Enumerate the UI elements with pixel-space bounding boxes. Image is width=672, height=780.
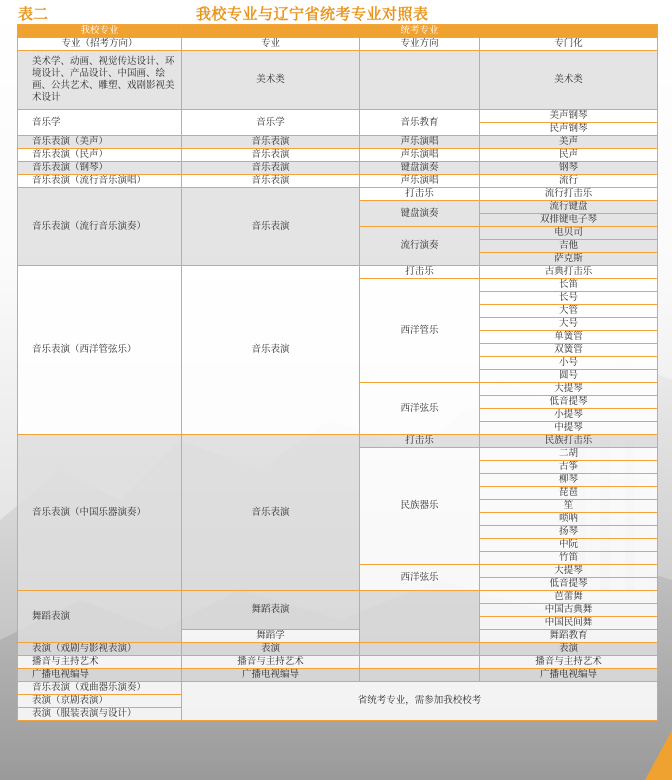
school-exam-note: 省统考专业，需参加我校校考 bbox=[182, 682, 658, 721]
row-exam-major: 表演 bbox=[182, 643, 360, 656]
row-school-major: 音乐表演（钢琴） bbox=[18, 162, 182, 175]
row-specialization: 吉他 bbox=[480, 240, 658, 253]
row-specialization: 美术类 bbox=[480, 51, 658, 110]
row-exam-major: 音乐学 bbox=[182, 110, 360, 136]
row-specialization: 民声 bbox=[480, 149, 658, 162]
row-specialization: 长笛 bbox=[480, 279, 658, 292]
row-specialization: 民族打击乐 bbox=[480, 435, 658, 448]
row-direction bbox=[360, 643, 480, 656]
row-specialization: 低音提琴 bbox=[480, 578, 658, 591]
row-school-major: 美术学、动画、视觉传达设计、环境设计、产品设计、中国画、绘画、公共艺术、雕塑、戏剧影视美术设计 bbox=[18, 51, 182, 110]
row-specialization: 播音与主持艺术 bbox=[480, 656, 658, 669]
table-row bbox=[18, 175, 658, 188]
row-specialization: 竹笛 bbox=[480, 552, 658, 565]
row-exam-major: 音乐表演 bbox=[182, 188, 360, 266]
row-school-major: 播音与主持艺术 bbox=[18, 656, 182, 669]
table-row bbox=[18, 643, 658, 656]
subheader-specialization: 专门化 bbox=[480, 38, 658, 51]
row-specialization: 萨克斯 bbox=[480, 253, 658, 266]
table-row bbox=[18, 110, 658, 123]
row-specialization: 小提琴 bbox=[480, 409, 658, 422]
row-specialization: 古筝 bbox=[480, 461, 658, 474]
row-exam-major: 播音与主持艺术 bbox=[182, 656, 360, 669]
row-specialization: 流行 bbox=[480, 175, 658, 188]
row-specialization: 长号 bbox=[480, 292, 658, 305]
row-direction bbox=[360, 669, 480, 682]
row-direction: 声乐演唱 bbox=[360, 149, 480, 162]
row-specialization: 广播电视编导 bbox=[480, 669, 658, 682]
row-specialization: 古典打击乐 bbox=[480, 266, 658, 279]
row-exam-major: 广播电视编导 bbox=[182, 669, 360, 682]
page-header bbox=[0, 0, 672, 24]
row-specialization: 圆号 bbox=[480, 370, 658, 383]
row-exam-major: 音乐表演 bbox=[182, 136, 360, 149]
table-header-row bbox=[18, 25, 658, 38]
row-school-major: 音乐表演（戏曲器乐演奏） bbox=[18, 682, 182, 695]
row-specialization: 扬琴 bbox=[480, 526, 658, 539]
row-school-major: 音乐表演（中国乐器演奏） bbox=[18, 435, 182, 591]
row-specialization: 双簧管 bbox=[480, 344, 658, 357]
table-row bbox=[18, 149, 658, 162]
page-title: 我校专业与辽宁省统考专业对照表 bbox=[196, 5, 429, 23]
row-exam-major: 音乐表演 bbox=[182, 162, 360, 175]
row-direction: 打击乐 bbox=[360, 435, 480, 448]
row-specialization: 单簧管 bbox=[480, 331, 658, 344]
table-row bbox=[18, 162, 658, 175]
row-school-major: 音乐表演（民声） bbox=[18, 149, 182, 162]
row-direction: 西洋弦乐 bbox=[360, 565, 480, 591]
row-direction: 民族器乐 bbox=[360, 448, 480, 565]
row-specialization: 小号 bbox=[480, 357, 658, 370]
row-school-major: 表演（戏剧与影视表演） bbox=[18, 643, 182, 656]
row-exam-major: 舞蹈表演 bbox=[182, 591, 360, 630]
row-specialization: 中国古典舞 bbox=[480, 604, 658, 617]
subheader-direction: 专业方向 bbox=[360, 38, 480, 51]
row-specialization: 民声钢琴 bbox=[480, 123, 658, 136]
row-specialization: 钢琴 bbox=[480, 162, 658, 175]
row-specialization: 二胡 bbox=[480, 448, 658, 461]
table-row bbox=[18, 188, 658, 201]
row-specialization: 大提琴 bbox=[480, 565, 658, 578]
row-exam-major: 音乐表演 bbox=[182, 266, 360, 435]
table-row bbox=[18, 591, 658, 604]
row-specialization: 美声钢琴 bbox=[480, 110, 658, 123]
row-specialization: 芭蕾舞 bbox=[480, 591, 658, 604]
subheader-school-direction: 专业（招考方向） bbox=[18, 38, 182, 51]
row-school-major: 音乐学 bbox=[18, 110, 182, 136]
row-direction: 流行演奏 bbox=[360, 227, 480, 266]
row-direction bbox=[360, 656, 480, 669]
row-exam-major: 美术类 bbox=[182, 51, 360, 110]
row-specialization: 中国民间舞 bbox=[480, 617, 658, 630]
major-comparison-table bbox=[17, 24, 658, 721]
row-exam-major: 音乐表演 bbox=[182, 149, 360, 162]
header-school-major: 我校专业 bbox=[18, 25, 182, 38]
row-direction: 声乐演唱 bbox=[360, 136, 480, 149]
row-direction: 声乐演唱 bbox=[360, 175, 480, 188]
row-specialization: 中提琴 bbox=[480, 422, 658, 435]
row-school-major: 音乐表演（流行音乐演唱） bbox=[18, 175, 182, 188]
row-specialization: 流行键盘 bbox=[480, 201, 658, 214]
row-specialization: 美声 bbox=[480, 136, 658, 149]
table-label: 表二 bbox=[18, 5, 49, 23]
row-specialization: 表演 bbox=[480, 643, 658, 656]
row-direction bbox=[360, 591, 480, 643]
header-exam-major: 统考专业 bbox=[182, 25, 658, 38]
row-direction: 打击乐 bbox=[360, 188, 480, 201]
row-school-major: 音乐表演（西洋管弦乐） bbox=[18, 266, 182, 435]
row-direction: 键盘演奏 bbox=[360, 162, 480, 175]
row-exam-major: 舞蹈学 bbox=[182, 630, 360, 643]
subheader-major: 专业 bbox=[182, 38, 360, 51]
row-direction: 音乐教育 bbox=[360, 110, 480, 136]
row-exam-major: 音乐表演 bbox=[182, 435, 360, 591]
row-specialization: 大提琴 bbox=[480, 383, 658, 396]
row-specialization: 流行打击乐 bbox=[480, 188, 658, 201]
table-row bbox=[18, 656, 658, 669]
table-row bbox=[18, 136, 658, 149]
row-school-major: 表演（京剧表演） bbox=[18, 695, 182, 708]
row-specialization: 大管 bbox=[480, 305, 658, 318]
table-row bbox=[18, 682, 658, 695]
row-direction: 打击乐 bbox=[360, 266, 480, 279]
row-specialization: 柳琴 bbox=[480, 474, 658, 487]
row-specialization: 大号 bbox=[480, 318, 658, 331]
row-school-major: 音乐表演（美声） bbox=[18, 136, 182, 149]
row-specialization: 唢呐 bbox=[480, 513, 658, 526]
table-row bbox=[18, 669, 658, 682]
row-exam-major: 音乐表演 bbox=[182, 175, 360, 188]
row-direction: 西洋弦乐 bbox=[360, 383, 480, 435]
row-specialization: 笙 bbox=[480, 500, 658, 513]
row-direction bbox=[360, 51, 480, 110]
row-specialization: 双排键电子琴 bbox=[480, 214, 658, 227]
table-row bbox=[18, 435, 658, 448]
row-school-major: 广播电视编导 bbox=[18, 669, 182, 682]
row-direction: 西洋管乐 bbox=[360, 279, 480, 383]
row-specialization: 电贝司 bbox=[480, 227, 658, 240]
row-specialization: 低音提琴 bbox=[480, 396, 658, 409]
row-specialization: 中阮 bbox=[480, 539, 658, 552]
row-school-major: 表演（服装表演与设计） bbox=[18, 708, 182, 721]
table-subheader-row bbox=[18, 38, 658, 51]
table-row bbox=[18, 51, 658, 110]
row-specialization: 琵琶 bbox=[480, 487, 658, 500]
table-row bbox=[18, 266, 658, 279]
row-school-major: 音乐表演（流行音乐演奏） bbox=[18, 188, 182, 266]
row-direction: 键盘演奏 bbox=[360, 201, 480, 227]
row-specialization: 舞蹈教育 bbox=[480, 630, 658, 643]
row-school-major: 舞蹈表演 bbox=[18, 591, 182, 643]
